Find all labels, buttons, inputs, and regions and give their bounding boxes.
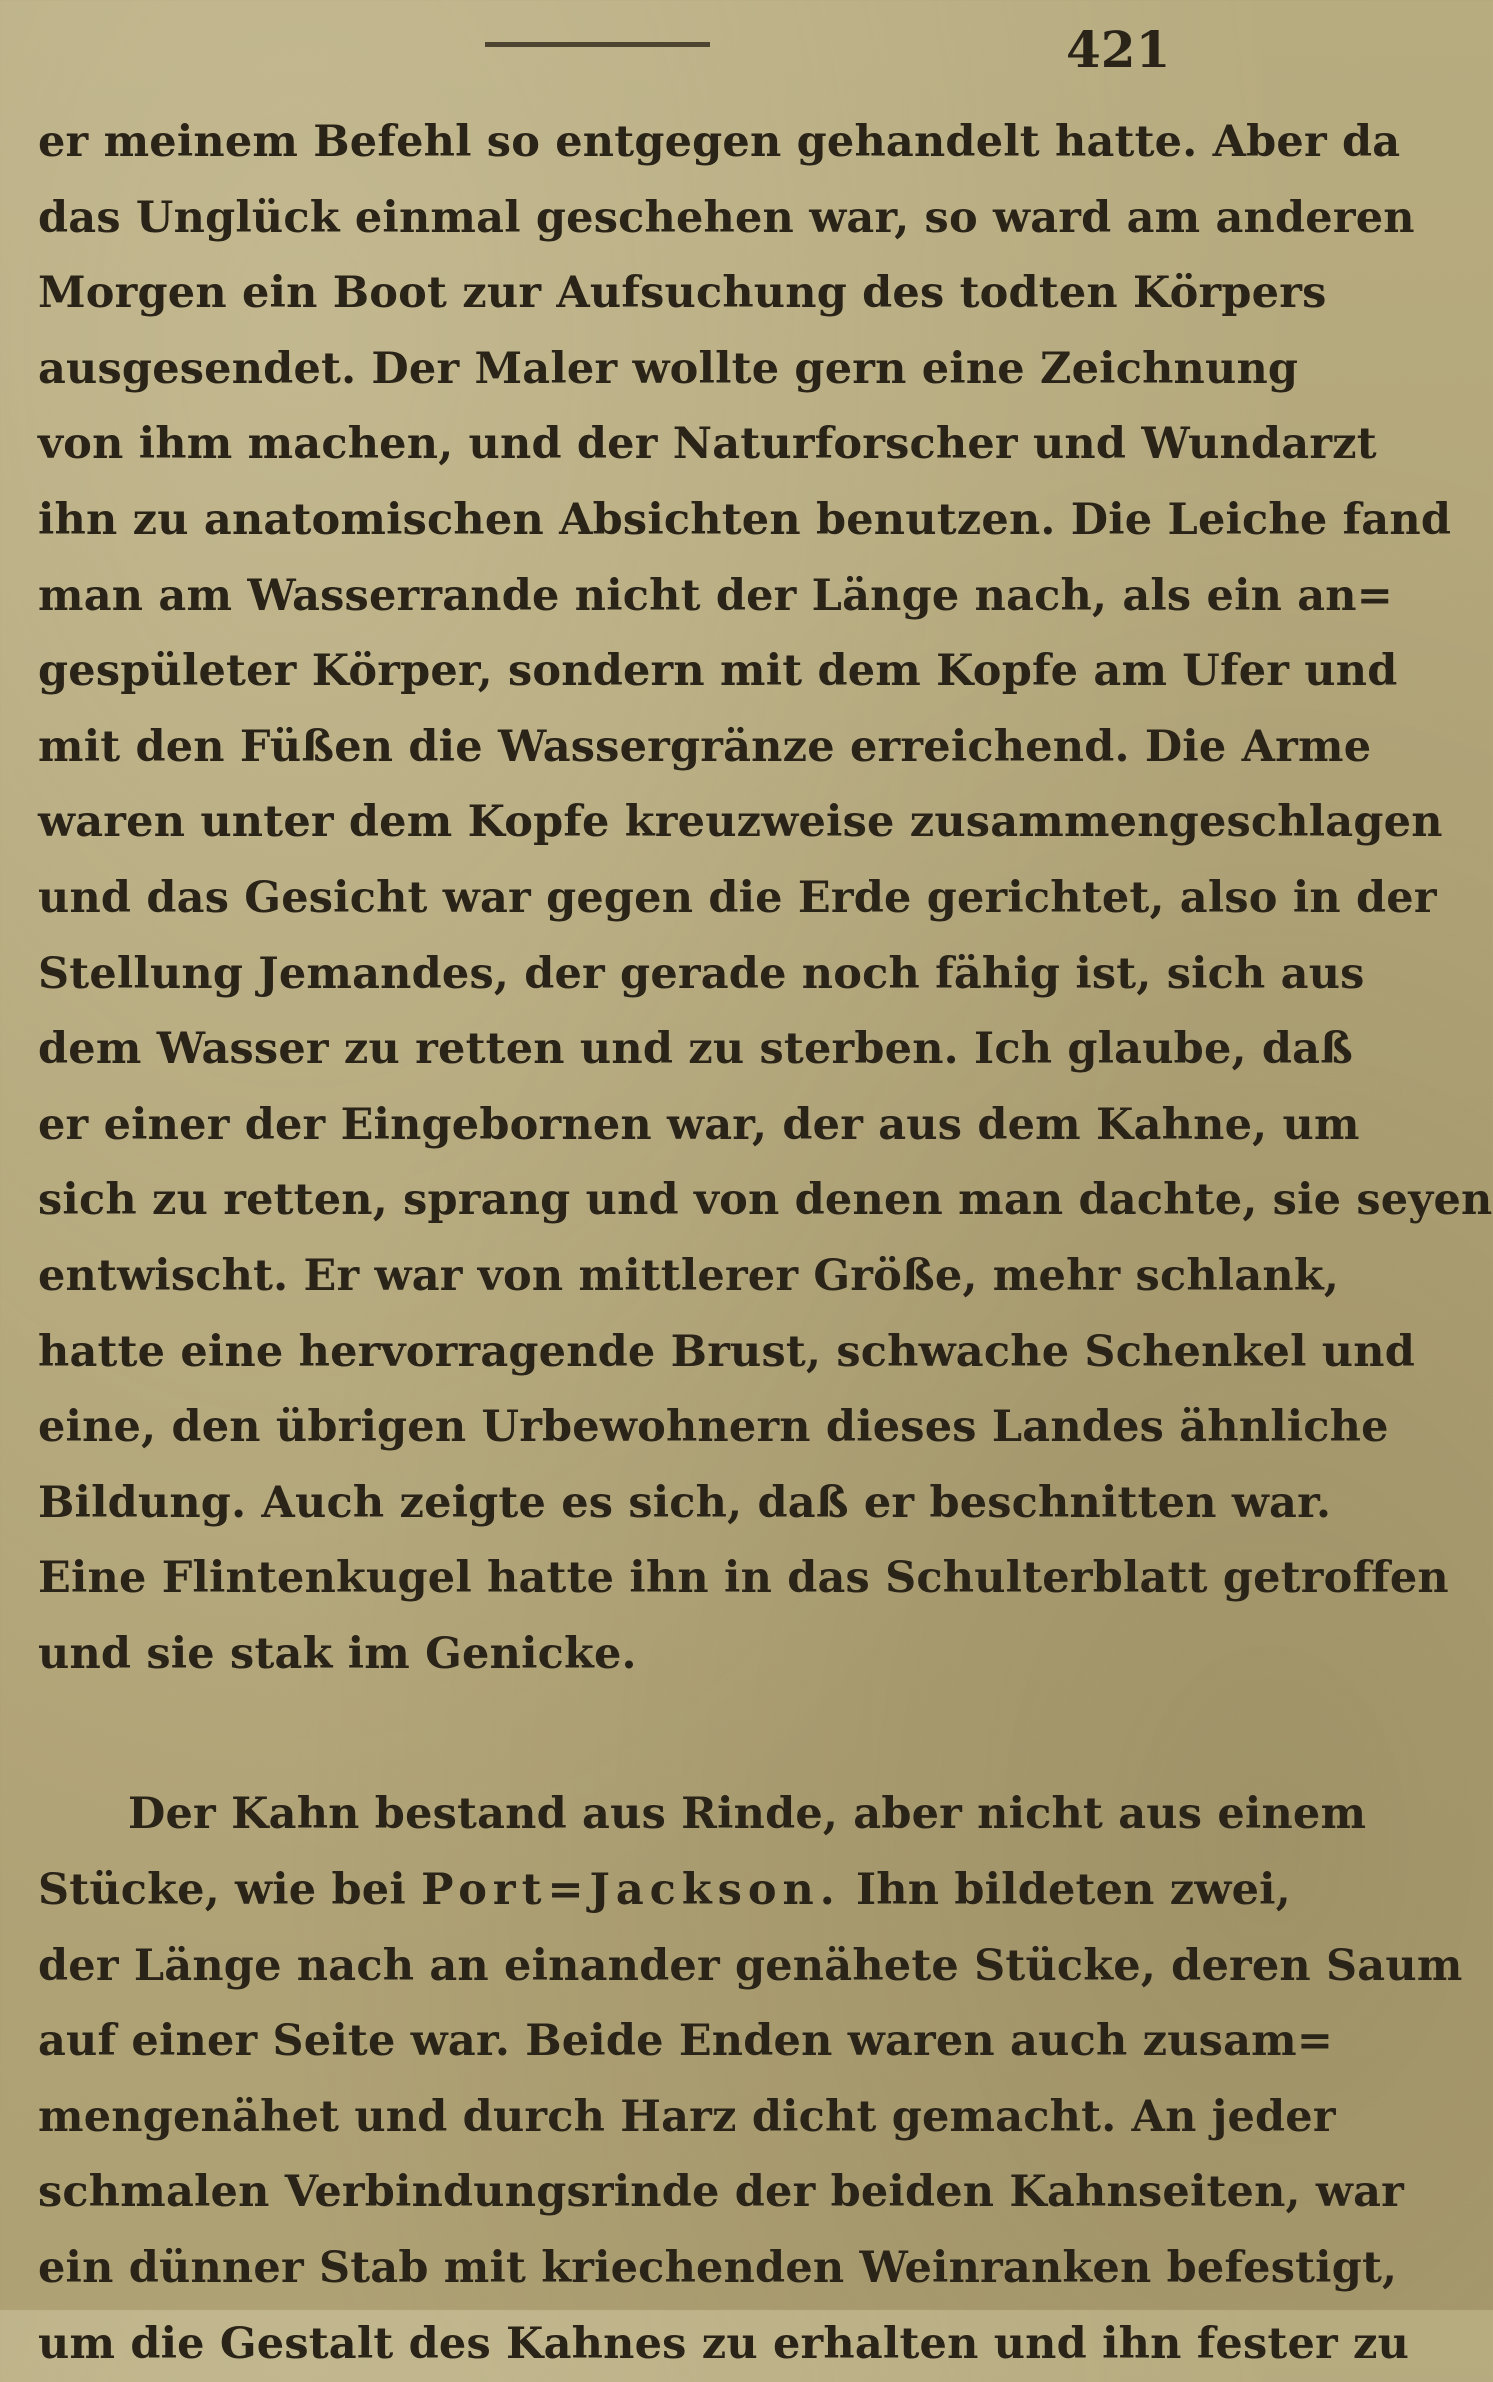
text-line: eine, den übrigen Urbewohnern dieses Landes ähnliche <box>38 1402 1389 1453</box>
text-line: Stellung Jemandes, der gerade noch fähig ist, sich aus <box>38 948 1365 999</box>
text-line: ein dünner Stab mit kriechenden Weinranken befestigt, <box>38 2243 1398 2294</box>
text-line: Eine Flintenkugel hatte ihn in das Schulterblatt getroffen <box>38 1553 1449 1604</box>
text-line: dem Wasser zu retten und zu sterben. Ich glaube, daß <box>38 1024 1354 1075</box>
text-line: Der Kahn bestand aus Rinde, aber nicht aus einem <box>128 1789 1367 1840</box>
text-line: mit den Füßen die Wassergränze erreichend. Die Arme <box>38 721 1372 772</box>
place-name-spaced: Port=Jackson. <box>421 1865 841 1916</box>
text-line: sich zu retten, sprang und von denen man dachte, sie seyen <box>38 1175 1493 1226</box>
text-line: das Unglück einmal geschehen war, so ward am anderen <box>38 192 1415 243</box>
text-line: entwischt. Er war von mittlerer Größe, mehr schlank, <box>38 1250 1340 1301</box>
text-line: man am Wasserrande nicht der Länge nach, als ein an= <box>38 570 1393 621</box>
header-rule <box>485 42 710 47</box>
text-line: er einer der Eingebornen war, der aus dem Kahne, um <box>38 1099 1360 1150</box>
paragraph-1 <box>38 105 1493 1692</box>
text-line: Morgen ein Boot zur Aufsuchung des todten Körpers <box>38 268 1327 319</box>
text-line: der Länge nach an einander genähete Stücke, deren Saum <box>38 1940 1463 1991</box>
text-line: er meinem Befehl so entgegen gehandelt hatte. Aber da <box>38 117 1401 167</box>
text-line: schmalen Verbindungsrinde der beiden Kahnseiten, war <box>38 2167 1405 2218</box>
text-line: ausgesendet. Der Maler wollte gern eine Zeichnung <box>38 343 1299 394</box>
text-line: mengenähet und durch Harz dicht gemacht. An jeder <box>38 2091 1336 2142</box>
text-line: und das Gesicht war gegen die Erde gerichtet, also in der <box>38 872 1437 923</box>
text-line: waren unter dem Kopfe kreuzweise zusammengeschlagen <box>38 797 1443 848</box>
body-text <box>38 105 1493 2382</box>
text-fragment: Ihn bildeten zwei, <box>840 1865 1291 1916</box>
page-number: 421 <box>1066 20 1171 79</box>
text-line: hatte eine hervorragende Brust, schwache Schenkel und <box>38 1326 1416 1377</box>
paragraph-2 <box>38 1777 1463 2382</box>
text-line: um die Gestalt des Kahnes zu erhalten und ihn fester zu <box>38 2318 1410 2369</box>
text-line: Bildung. Auch zeigte es sich, daß er beschnitten war. <box>38 1477 1332 1528</box>
text-line: und sie stak im Genicke. <box>38 1628 637 1679</box>
text-line: ihn zu anatomischen Absichten benutzen. Die Leiche fand <box>38 494 1452 545</box>
text-line-with-name <box>38 1853 1291 1929</box>
text-line: gespületer Körper, sondern mit dem Kopfe am Ufer und <box>38 646 1398 697</box>
text-line: von ihm machen, und der Naturforscher und Wundarzt <box>38 419 1377 470</box>
text-line: auf einer Seite war. Beide Enden waren auch zusam= <box>38 2016 1334 2067</box>
paragraph-gap <box>38 1692 1178 1777</box>
text-fragment: Stücke, wie bei <box>38 1865 422 1916</box>
